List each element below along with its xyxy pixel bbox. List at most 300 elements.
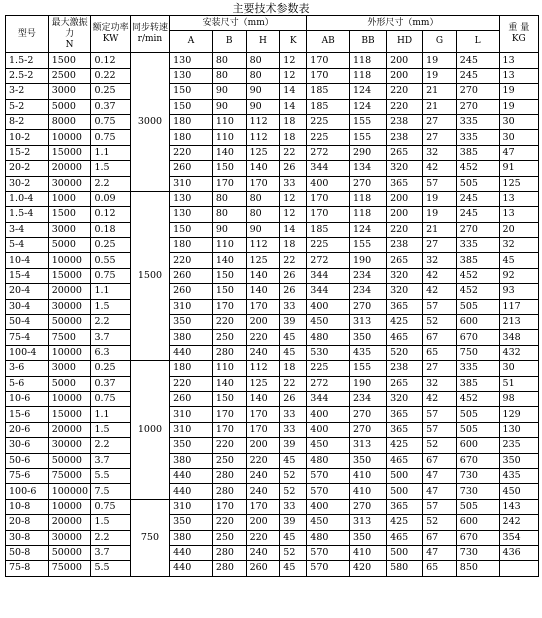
cell-b: 110: [212, 130, 246, 145]
cell-bb: 270: [350, 499, 387, 514]
header-outline-size: 外形尺寸（mm）: [307, 16, 499, 31]
cell-weight: 213: [499, 315, 538, 330]
cell-ab: 400: [307, 299, 350, 314]
cell-power: 3.7: [91, 330, 130, 345]
cell-a: 310: [170, 176, 213, 191]
cell-g: 67: [423, 330, 457, 345]
cell-g: 67: [423, 453, 457, 468]
cell-g: 52: [423, 315, 457, 330]
cell-h: 125: [246, 253, 280, 268]
cell-a: 440: [170, 561, 213, 576]
cell-force: 20000: [48, 515, 91, 530]
cell-l: 670: [456, 330, 499, 345]
cell-h: 170: [246, 299, 280, 314]
cell-power: 0.75: [91, 114, 130, 129]
cell-weight: 13: [499, 53, 538, 68]
cell-weight: 32: [499, 238, 538, 253]
cell-b: 250: [212, 453, 246, 468]
cell-g: 57: [423, 299, 457, 314]
cell-model: 15-6: [6, 407, 49, 422]
cell-a: 380: [170, 530, 213, 545]
cell-k: 45: [280, 345, 307, 360]
table-row: [6, 407, 539, 422]
table-row: [6, 530, 539, 545]
cell-force: 3000: [48, 361, 91, 376]
cell-power: 0.25: [91, 238, 130, 253]
cell-h: 170: [246, 407, 280, 422]
table-row: [6, 191, 539, 206]
cell-k: 22: [280, 253, 307, 268]
cell-a: 380: [170, 453, 213, 468]
cell-power: 0.18: [91, 222, 130, 237]
cell-model: 3-4: [6, 222, 49, 237]
cell-l: 335: [456, 130, 499, 145]
cell-g: 27: [423, 114, 457, 129]
cell-l: 600: [456, 315, 499, 330]
cell-ab: 570: [307, 468, 350, 483]
cell-model: 3-6: [6, 361, 49, 376]
cell-a: 310: [170, 407, 213, 422]
cell-l: 245: [456, 53, 499, 68]
cell-force: 20000: [48, 161, 91, 176]
cell-h: 140: [246, 161, 280, 176]
cell-force: 50000: [48, 453, 91, 468]
cell-g: 67: [423, 530, 457, 545]
table-row: [6, 422, 539, 437]
cell-a: 150: [170, 99, 213, 114]
cell-a: 440: [170, 345, 213, 360]
cell-h: 240: [246, 545, 280, 560]
cell-h: 170: [246, 499, 280, 514]
cell-force: 3000: [48, 84, 91, 99]
cell-h: 80: [246, 68, 280, 83]
cell-model: 20-8: [6, 515, 49, 530]
cell-h: 112: [246, 114, 280, 129]
cell-power: 0.25: [91, 361, 130, 376]
cell-power: 7.5: [91, 484, 130, 499]
cell-k: 18: [280, 238, 307, 253]
cell-force: 50000: [48, 545, 91, 560]
cell-force: 10000: [48, 345, 91, 360]
table-row: [6, 468, 539, 483]
cell-ab: 344: [307, 284, 350, 299]
cell-weight: 436: [499, 545, 538, 560]
cell-h: 125: [246, 145, 280, 160]
cell-weight: 13: [499, 191, 538, 206]
cell-h: 240: [246, 345, 280, 360]
cell-model: 30-4: [6, 299, 49, 314]
cell-h: 90: [246, 84, 280, 99]
cell-a: 150: [170, 84, 213, 99]
table-row: [6, 253, 539, 268]
cell-a: 130: [170, 207, 213, 222]
cell-weight: 13: [499, 68, 538, 83]
cell-k: 33: [280, 422, 307, 437]
header-dim-k: K: [280, 31, 307, 53]
cell-l: 505: [456, 499, 499, 514]
cell-b: 140: [212, 376, 246, 391]
cell-ab: 225: [307, 361, 350, 376]
cell-hd: 238: [387, 114, 423, 129]
cell-power: 1.1: [91, 407, 130, 422]
cell-force: 30000: [48, 176, 91, 191]
cell-hd: 200: [387, 53, 423, 68]
cell-ab: 570: [307, 484, 350, 499]
cell-g: 19: [423, 68, 457, 83]
cell-l: 670: [456, 530, 499, 545]
cell-hd: 320: [387, 161, 423, 176]
cell-ab: 450: [307, 438, 350, 453]
cell-power: 3.7: [91, 545, 130, 560]
cell-g: 57: [423, 176, 457, 191]
cell-speed: 1500: [130, 191, 169, 360]
cell-hd: 425: [387, 315, 423, 330]
cell-bb: 124: [350, 84, 387, 99]
cell-k: 12: [280, 207, 307, 222]
cell-ab: 185: [307, 99, 350, 114]
cell-g: 27: [423, 238, 457, 253]
cell-g: 57: [423, 422, 457, 437]
cell-bb: 350: [350, 453, 387, 468]
cell-bb: 350: [350, 530, 387, 545]
cell-b: 80: [212, 53, 246, 68]
table-row: [6, 99, 539, 114]
cell-a: 380: [170, 330, 213, 345]
cell-b: 90: [212, 84, 246, 99]
header-dim-bb: BB: [350, 31, 387, 53]
cell-power: 0.12: [91, 207, 130, 222]
cell-bb: 350: [350, 330, 387, 345]
cell-ab: 400: [307, 176, 350, 191]
cell-k: 52: [280, 545, 307, 560]
cell-b: 110: [212, 238, 246, 253]
cell-g: 47: [423, 545, 457, 560]
cell-k: 39: [280, 315, 307, 330]
cell-ab: 480: [307, 530, 350, 545]
cell-hd: 265: [387, 376, 423, 391]
cell-force: 3000: [48, 222, 91, 237]
cell-weight: 45: [499, 253, 538, 268]
cell-ab: 185: [307, 84, 350, 99]
header-dim-hd: HD: [387, 31, 423, 53]
cell-weight: 242: [499, 515, 538, 530]
cell-ab: 170: [307, 207, 350, 222]
cell-ab: 170: [307, 68, 350, 83]
cell-force: 10000: [48, 130, 91, 145]
cell-l: 452: [456, 284, 499, 299]
cell-weight: 143: [499, 499, 538, 514]
cell-model: 3-2: [6, 84, 49, 99]
cell-hd: 500: [387, 545, 423, 560]
cell-hd: 465: [387, 453, 423, 468]
cell-h: 200: [246, 315, 280, 330]
table-row: [6, 84, 539, 99]
cell-g: 42: [423, 391, 457, 406]
cell-bb: 118: [350, 191, 387, 206]
cell-h: 112: [246, 130, 280, 145]
cell-weight: 30: [499, 114, 538, 129]
cell-weight: 13: [499, 207, 538, 222]
cell-h: 125: [246, 376, 280, 391]
cell-power: 1.5: [91, 299, 130, 314]
cell-k: 26: [280, 391, 307, 406]
cell-force: 10000: [48, 499, 91, 514]
cell-a: 220: [170, 376, 213, 391]
cell-ab: 344: [307, 391, 350, 406]
cell-weight: 91: [499, 161, 538, 176]
cell-model: 1.5-2: [6, 53, 49, 68]
cell-a: 350: [170, 315, 213, 330]
cell-h: 90: [246, 99, 280, 114]
cell-b: 280: [212, 484, 246, 499]
cell-bb: 134: [350, 161, 387, 176]
cell-l: 452: [456, 391, 499, 406]
cell-bb: 155: [350, 238, 387, 253]
cell-g: 32: [423, 145, 457, 160]
cell-a: 220: [170, 253, 213, 268]
cell-bb: 313: [350, 438, 387, 453]
cell-h: 170: [246, 422, 280, 437]
cell-k: 12: [280, 191, 307, 206]
cell-model: 10-8: [6, 499, 49, 514]
cell-a: 350: [170, 438, 213, 453]
cell-g: 27: [423, 361, 457, 376]
table-row: [6, 515, 539, 530]
cell-bb: 313: [350, 515, 387, 530]
cell-weight: 450: [499, 484, 538, 499]
table-row: [6, 114, 539, 129]
cell-model: 30-2: [6, 176, 49, 191]
cell-hd: 425: [387, 438, 423, 453]
cell-h: 200: [246, 515, 280, 530]
cell-l: 270: [456, 222, 499, 237]
cell-power: 5.5: [91, 561, 130, 576]
cell-model: 75-8: [6, 561, 49, 576]
cell-k: 18: [280, 114, 307, 129]
cell-power: 0.37: [91, 376, 130, 391]
cell-b: 250: [212, 330, 246, 345]
cell-ab: 170: [307, 53, 350, 68]
cell-a: 130: [170, 68, 213, 83]
cell-g: 19: [423, 207, 457, 222]
cell-a: 350: [170, 515, 213, 530]
table-header: [6, 16, 539, 53]
cell-ab: 530: [307, 345, 350, 360]
cell-power: 0.55: [91, 253, 130, 268]
header-power: 额定功率 KW: [91, 16, 130, 53]
cell-a: 310: [170, 299, 213, 314]
cell-model: 50-4: [6, 315, 49, 330]
cell-hd: 500: [387, 484, 423, 499]
cell-bb: 124: [350, 99, 387, 114]
cell-b: 280: [212, 545, 246, 560]
cell-hd: 220: [387, 99, 423, 114]
cell-ab: 400: [307, 499, 350, 514]
table-row: [6, 161, 539, 176]
cell-l: 600: [456, 515, 499, 530]
cell-ab: 225: [307, 238, 350, 253]
cell-hd: 238: [387, 361, 423, 376]
table-row: [6, 391, 539, 406]
cell-g: 47: [423, 468, 457, 483]
cell-hd: 265: [387, 145, 423, 160]
cell-power: 2.2: [91, 530, 130, 545]
table-row: [6, 299, 539, 314]
header-dim-b: B: [212, 31, 246, 53]
cell-a: 260: [170, 161, 213, 176]
cell-g: 21: [423, 84, 457, 99]
cell-model: 2.5-2: [6, 68, 49, 83]
cell-l: 850: [456, 561, 499, 576]
cell-model: 1.0-4: [6, 191, 49, 206]
cell-k: 39: [280, 515, 307, 530]
cell-l: 335: [456, 361, 499, 376]
cell-force: 1000: [48, 191, 91, 206]
cell-b: 170: [212, 499, 246, 514]
cell-h: 112: [246, 361, 280, 376]
cell-g: 52: [423, 515, 457, 530]
cell-power: 1.5: [91, 161, 130, 176]
cell-h: 80: [246, 53, 280, 68]
cell-a: 260: [170, 268, 213, 283]
cell-model: 5-6: [6, 376, 49, 391]
cell-a: 180: [170, 238, 213, 253]
cell-bb: 124: [350, 222, 387, 237]
cell-speed: 750: [130, 499, 169, 576]
cell-l: 385: [456, 376, 499, 391]
cell-bb: 270: [350, 176, 387, 191]
cell-power: 5.5: [91, 468, 130, 483]
cell-h: 112: [246, 238, 280, 253]
cell-power: 1.5: [91, 515, 130, 530]
cell-h: 260: [246, 561, 280, 576]
cell-b: 170: [212, 407, 246, 422]
table-row: [6, 68, 539, 83]
cell-bb: 155: [350, 361, 387, 376]
cell-power: 3.7: [91, 453, 130, 468]
cell-l: 670: [456, 453, 499, 468]
table-row: [6, 315, 539, 330]
cell-ab: 450: [307, 315, 350, 330]
cell-hd: 365: [387, 176, 423, 191]
cell-hd: 238: [387, 130, 423, 145]
cell-model: 20-2: [6, 161, 49, 176]
cell-weight: 51: [499, 376, 538, 391]
cell-hd: 580: [387, 561, 423, 576]
cell-l: 750: [456, 345, 499, 360]
cell-k: 26: [280, 268, 307, 283]
cell-b: 90: [212, 222, 246, 237]
cell-l: 245: [456, 68, 499, 83]
cell-l: 335: [456, 114, 499, 129]
cell-ab: 170: [307, 191, 350, 206]
cell-h: 240: [246, 484, 280, 499]
cell-weight: 19: [499, 84, 538, 99]
table-row: [6, 438, 539, 453]
cell-bb: 270: [350, 299, 387, 314]
cell-force: 30000: [48, 530, 91, 545]
header-dim-a: A: [170, 31, 213, 53]
header-weight: 重 量 KG: [499, 16, 538, 53]
cell-a: 130: [170, 53, 213, 68]
cell-force: 10000: [48, 391, 91, 406]
cell-hd: 425: [387, 515, 423, 530]
cell-l: 270: [456, 99, 499, 114]
cell-model: 10-2: [6, 130, 49, 145]
table-row: [6, 284, 539, 299]
cell-h: 90: [246, 222, 280, 237]
cell-g: 42: [423, 268, 457, 283]
cell-h: 220: [246, 530, 280, 545]
table-row: [6, 222, 539, 237]
cell-b: 170: [212, 176, 246, 191]
cell-hd: 200: [387, 207, 423, 222]
cell-g: 19: [423, 191, 457, 206]
cell-weight: 348: [499, 330, 538, 345]
table-row: [6, 561, 539, 576]
cell-model: 100-4: [6, 345, 49, 360]
cell-a: 150: [170, 222, 213, 237]
cell-model: 50-6: [6, 453, 49, 468]
table-row: [6, 53, 539, 68]
cell-b: 220: [212, 515, 246, 530]
cell-k: 14: [280, 84, 307, 99]
cell-bb: 155: [350, 130, 387, 145]
header-install-size: 安装尺寸（mm）: [170, 16, 307, 31]
cell-ab: 272: [307, 376, 350, 391]
cell-model: 8-2: [6, 114, 49, 129]
cell-weight: 435: [499, 468, 538, 483]
header-dim-h: H: [246, 31, 280, 53]
cell-h: 140: [246, 391, 280, 406]
cell-b: 150: [212, 161, 246, 176]
cell-model: 15-4: [6, 268, 49, 283]
cell-power: 1.1: [91, 145, 130, 160]
cell-power: 0.22: [91, 68, 130, 83]
cell-b: 90: [212, 99, 246, 114]
cell-b: 250: [212, 530, 246, 545]
cell-model: 100-6: [6, 484, 49, 499]
cell-b: 170: [212, 422, 246, 437]
cell-l: 452: [456, 161, 499, 176]
cell-b: 80: [212, 68, 246, 83]
cell-g: 21: [423, 99, 457, 114]
cell-bb: 190: [350, 376, 387, 391]
cell-hd: 220: [387, 222, 423, 237]
header-dim-g: G: [423, 31, 457, 53]
cell-weight: 117: [499, 299, 538, 314]
cell-k: 26: [280, 284, 307, 299]
cell-hd: 200: [387, 68, 423, 83]
table-row: [6, 176, 539, 191]
cell-g: 32: [423, 253, 457, 268]
cell-b: 220: [212, 315, 246, 330]
cell-h: 80: [246, 191, 280, 206]
cell-k: 45: [280, 453, 307, 468]
cell-weight: 432: [499, 345, 538, 360]
table-row: [6, 545, 539, 560]
cell-force: 15000: [48, 268, 91, 283]
cell-h: 140: [246, 284, 280, 299]
cell-hd: 365: [387, 422, 423, 437]
cell-a: 130: [170, 191, 213, 206]
cell-h: 170: [246, 176, 280, 191]
cell-power: 1.5: [91, 422, 130, 437]
cell-a: 260: [170, 284, 213, 299]
cell-b: 150: [212, 268, 246, 283]
header-model: 型号: [6, 16, 49, 53]
cell-l: 335: [456, 238, 499, 253]
